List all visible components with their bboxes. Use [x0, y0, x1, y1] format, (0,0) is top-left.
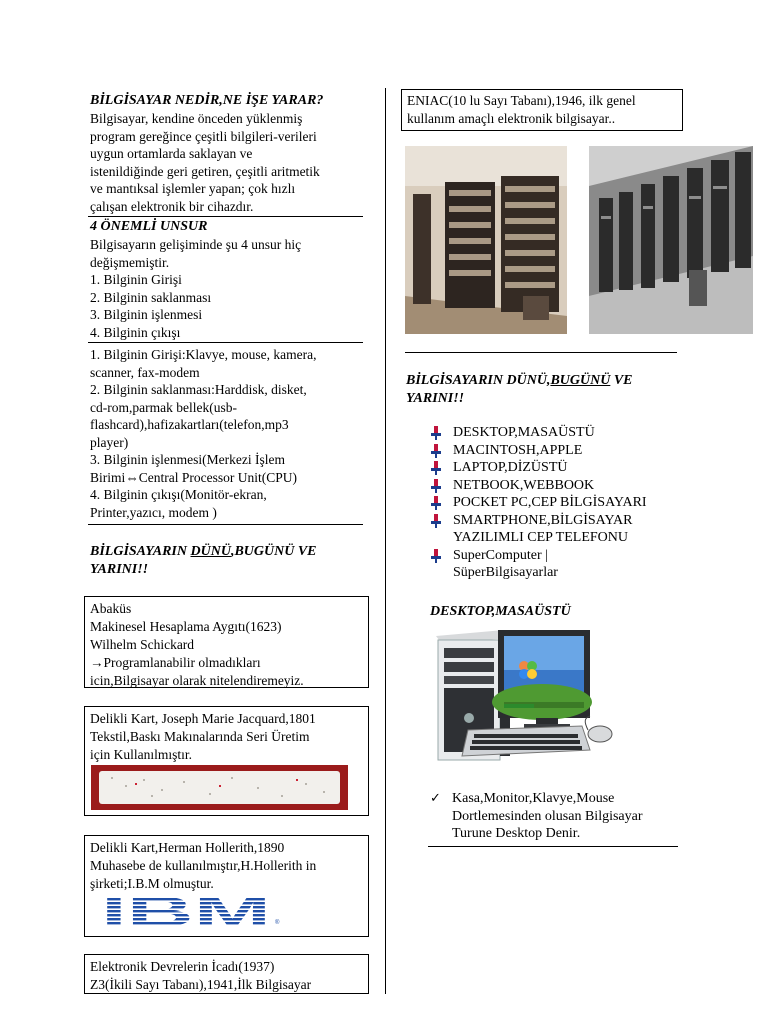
- svg-text:®: ®: [275, 920, 280, 926]
- divider: [88, 524, 363, 525]
- abakus-box: Abaküs Makinesel Hesaplama Aygıtı(1623) Wilhelm Schickard →Programlanabilir olmadıkları icin,Bilgisayar olarak nitelendiremeyiz.: [84, 596, 369, 688]
- desktop-heading: DESKTOP,MASAÜSTÜ: [430, 604, 571, 619]
- unsur-heading: 4 ÖNEMLİ UNSUR: [90, 219, 208, 234]
- unsur-detail: 1. Bilginin Girişi:Klavye, mouse, kamera, scanner, fax-modem 2. Bilginin saklanması:Harddisk, disket, cd-rom,parmak bellek(usb- flashcard),hafizakartları(telefon,mp3 player) 3. Bilginin işlenmesi(Merkezi İşlem Birimi⇔Central Processor Unit(CPU) 4. Bilginin çıkışı(Monitör-ekran, Printer,yazıcı, modem ): [90, 347, 317, 520]
- ibm-logo: [101, 894, 291, 930]
- pushpin-bullet-icon: [429, 496, 443, 510]
- intro-heading: BİLGİSAYAR NEDİR,NE İŞE YARAR?: [90, 93, 324, 108]
- history-heading: BİLGİSAYARIN DÜNÜ,BUGÜNÜ VE YARINI!!: [90, 544, 317, 577]
- pushpin-bullet-icon: [429, 444, 443, 458]
- svg-text:IBM: IBM: [101, 894, 271, 930]
- punched-card-image: [91, 765, 348, 810]
- list-item: POCKET PC,CEP BİLGİSAYARI: [429, 494, 689, 512]
- pushpin-bullet-icon: [429, 514, 443, 528]
- hollerith-box: Delikli Kart,Herman Hollerith,1890 Muhasebe de kullanılmıştır,H.Hollerith in şirketi;I.B.M olmuştur. IBM ®: [84, 835, 369, 937]
- pushpin-bullet-icon: [429, 461, 443, 475]
- column-divider: [385, 88, 386, 994]
- pushpin-bullet-icon: [429, 426, 443, 440]
- intro-section: [90, 92, 362, 215]
- list-item: LAPTOP,DİZÜSTÜ: [429, 459, 689, 477]
- list-item: SMARTPHONE,BİLGİSAYAR YAZILIMLI CEP TELEFONU: [429, 512, 689, 547]
- computer-type-list: [429, 424, 689, 582]
- eniac-box: ENIAC(10 lu Sayı Tabanı),1946, ilk genel kullanım amaçlı elektronik bilgisayar..: [401, 89, 683, 131]
- jacquard-box: Delikli Kart, Joseph Marie Jacquard,1801 Tekstil,Baskı Makınalarında Seri Üretim için Kullanılmıştır.: [84, 706, 369, 816]
- pushpin-bullet-icon: [429, 479, 443, 493]
- divider: [88, 342, 363, 343]
- list-item: MACINTOSH,APPLE: [429, 442, 689, 460]
- divider: [428, 846, 678, 847]
- eniac-photo-left: [405, 146, 567, 334]
- today-heading: BİLGİSAYARIN DÜNÜ,BUGÜNÜ VE YARINI!!: [406, 373, 633, 406]
- pushpin-bullet-icon: [429, 549, 443, 563]
- desktop-computer-image: [434, 626, 624, 766]
- divider: [88, 216, 363, 217]
- eniac-photo-right: [589, 146, 753, 334]
- desktop-description: ✓ Kasa,Monitor,Klavye,Mouse Dortlemesinden olusan Bilgisayar Turune Desktop Denir.: [430, 791, 643, 841]
- list-item: SuperComputer | SüperBilgisayarlar: [429, 547, 689, 582]
- checkmark-icon: ✓: [430, 791, 441, 806]
- intro-text: Bilgisayar, kendine önceden yüklenmiş program gereğince çeşitli bilgileri-verileri uygun ortamlarda saklayan ve istenildiğinde geri getiren, çeşitli aritmetik ve mantıksal işlemler yapan; çok hızlı çalışan elektronik bir cihazdır.: [90, 111, 320, 214]
- list-item: DESKTOP,MASAÜSTÜ: [429, 424, 689, 442]
- divider: [405, 352, 677, 353]
- z3-box: Elektronik Devrelerin İcadı(1937) Z3(İkili Sayı Tabanı),1941,İlk Bilgisayar: [84, 954, 369, 994]
- unsur-section: 4 ÖNEMLİ UNSUR Bilgisayarın gelişiminde şu 4 unsur hiç değişmemiştir. 1. Bilginin Girişi 2. Bilginin saklanması 3. Bilginin işlenmesi 4. Bilginin çıkışı: [90, 218, 362, 341]
- list-item: NETBOOK,WEBBOOK: [429, 477, 689, 495]
